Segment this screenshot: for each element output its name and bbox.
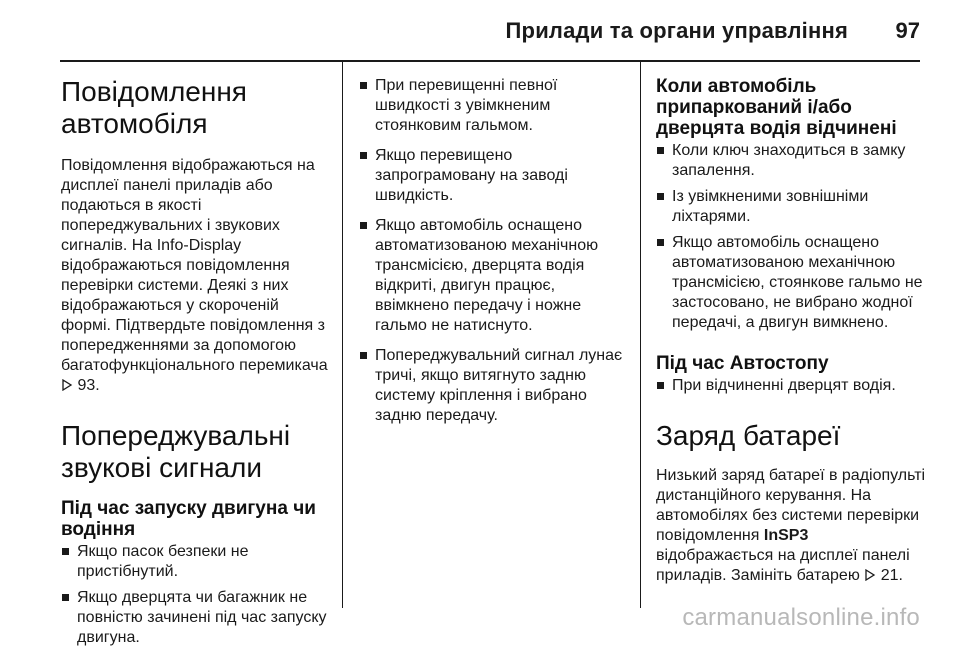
list-item xyxy=(656,187,928,227)
square-bullet-icon xyxy=(657,147,664,154)
square-bullet-icon xyxy=(657,382,664,389)
list-item-text: При перевищенні певної швидкості з увімкненим стоянковим гальмом. xyxy=(375,77,558,134)
column-divider-2 xyxy=(640,62,641,608)
page-header xyxy=(0,0,960,62)
parked-list xyxy=(656,141,928,333)
page-header-title: Прилади та органи управління xyxy=(505,18,848,43)
list-item-text: Якщо перевищено запрограмовану на заводі швидкість. xyxy=(375,147,568,204)
square-bullet-icon xyxy=(360,352,367,359)
watermark: carmanualsonline.info xyxy=(682,604,920,631)
list-item-text: Якщо автомобіль оснащено автоматизованою механічною трансмісією, дверцята водія відкриті, двигун працює, ввімкнено передачу і ножне гальмо не натиснуто. xyxy=(375,217,599,334)
reference-arrow-icon xyxy=(864,569,876,581)
reference-arrow-icon xyxy=(61,379,73,391)
vehicle-messages-body: Повідомлення відображаються на дисплеї панелі приладів або подаються в якості попереджувальних і звукових сигналів. На Info-Display відображаються повідомлення перевірки системи. Деякі з них відображаються у скороченій формі. Підтвердьте повідомлення з попередженнями за допомогою багатофункціонального перемикача xyxy=(61,157,328,374)
subheading-autostop: Під час Автостопу xyxy=(656,353,829,374)
battery-text-part-1: Низький заряд батареї в радіопульті дистанційного керування. На автомобілях без системи перевірки повідомлення xyxy=(656,467,926,544)
vehicle-messages-ref: 93. xyxy=(77,377,100,394)
list-item xyxy=(359,76,625,136)
list-item-text: Коли ключ знаходиться в замку запалення. xyxy=(672,142,906,179)
engine-start-list xyxy=(61,542,331,648)
subheading-engine-start: Під час запуску двигуна чи водіння xyxy=(61,498,316,540)
list-item-text: Попереджувальний сигнал лунає тричі, якщо витягнуто задню систему кріплення і вибрано задню передачу. xyxy=(375,347,623,424)
column-divider-1 xyxy=(342,62,343,608)
column-3 xyxy=(656,76,928,586)
battery-text-code: InSP3 xyxy=(763,527,809,544)
list-item-text: Якщо дверцята чи багажник не повністю зачинені під час запуску двигуна. xyxy=(77,589,327,646)
square-bullet-icon xyxy=(360,222,367,229)
list-item xyxy=(359,216,625,336)
square-bullet-icon xyxy=(62,548,69,555)
subheading-parked: Коли автомобіль припаркований і/або дверцята водія відчинені xyxy=(656,76,897,139)
square-bullet-icon xyxy=(360,152,367,159)
list-item xyxy=(61,588,331,648)
autostop-list xyxy=(656,376,928,396)
square-bullet-icon xyxy=(62,594,69,601)
battery-text-part-2: відображається на дисплеї панелі приладів. Замініть батарею xyxy=(656,547,910,584)
list-item xyxy=(61,542,331,582)
list-item xyxy=(359,146,625,206)
page-number: 97 xyxy=(895,18,920,43)
list-item-text: Якщо пасок безпеки не пристібнутий. xyxy=(77,543,249,580)
column-1 xyxy=(61,76,331,648)
list-item xyxy=(656,233,928,333)
list-item-text: Якщо автомобіль оснащено автоматизованою механічною трансмісією, стоянкове гальмо не застосовано, не вибрано жодної передачі, а двигун вимкнено. xyxy=(672,234,923,331)
heading-warning-chimes: Попереджувальні звукові сигнали xyxy=(61,420,291,483)
battery-text-ref: 21. xyxy=(880,567,903,584)
header-rule xyxy=(60,60,920,62)
list-item-text: Із увімкненими зовнішніми ліхтарями. xyxy=(672,188,869,225)
chime-conditions-list xyxy=(359,76,625,426)
vehicle-messages-text xyxy=(61,156,331,396)
list-item-text: При відчиненні дверцят водія. xyxy=(672,377,896,394)
list-item xyxy=(656,376,928,396)
square-bullet-icon xyxy=(657,239,664,246)
heading-battery-charge: Заряд батареї xyxy=(656,420,841,451)
list-item xyxy=(359,346,625,426)
battery-charge-text xyxy=(656,466,928,586)
column-2 xyxy=(359,76,625,426)
square-bullet-icon xyxy=(360,82,367,89)
square-bullet-icon xyxy=(657,193,664,200)
heading-vehicle-messages: Повідомлення автомобіля xyxy=(61,76,247,139)
list-item xyxy=(656,141,928,181)
